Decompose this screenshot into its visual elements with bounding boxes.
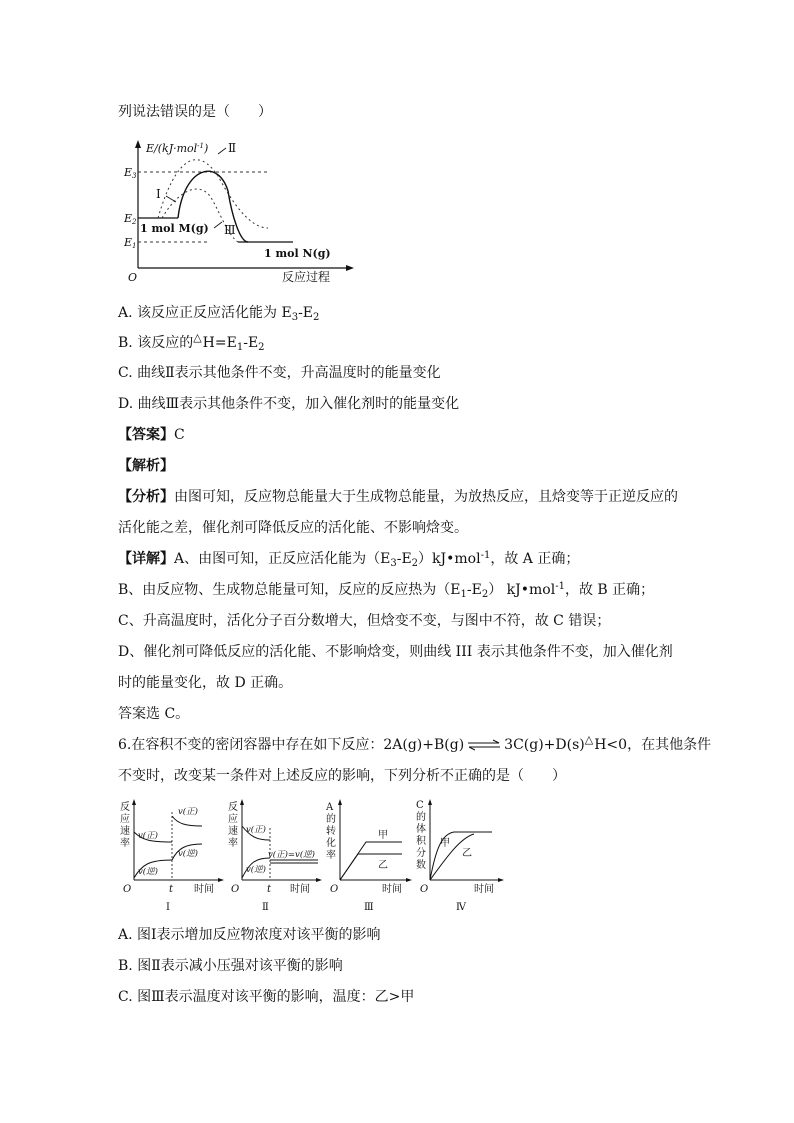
detail-c: C、升高温度时，活化分子百分数增大，但焓变不变，与图中不符，故 C 错误； xyxy=(118,613,611,629)
g3-y-label-4: 化 xyxy=(326,838,336,849)
g1-t: t xyxy=(169,884,174,895)
g3-y-label-3: 转 xyxy=(326,826,336,837)
g3-y-label-2: 的 xyxy=(326,814,336,825)
g1-y-label-2: 应 xyxy=(120,814,130,825)
g1-vni-top: v(逆) xyxy=(178,849,198,859)
g4-y-label-1: C xyxy=(416,800,424,811)
detail-b: B、由反应物、生成物总能量可知，反应的反应热为$(E_1-E_2)$ kJ•mol$^{-1}$，故 B 正确； xyxy=(118,581,655,600)
analysis-label: 【解析】 xyxy=(118,458,174,474)
curve-2-label: Ⅱ xyxy=(228,141,237,155)
curve-2-leader xyxy=(218,148,226,154)
g2-y-label-1: 反 xyxy=(228,802,238,813)
graph-4 xyxy=(416,799,504,913)
q5-option-a: A. 该反应正反应活化能为 $E_3-E_2$ xyxy=(118,305,320,323)
g2-y-label-2: 应 xyxy=(228,814,238,825)
q6-option-b: B. 图Ⅱ表示减小压强对该平衡的影响 xyxy=(118,958,343,974)
g4-y-label-2: 的 xyxy=(416,812,426,823)
e2-label: E2 xyxy=(124,212,137,226)
g3-caption: Ⅲ xyxy=(364,902,374,913)
x-axis-label: 反应过程 xyxy=(282,270,331,284)
answer-line: 【答案】C xyxy=(118,427,185,443)
g3-y-label-1: A xyxy=(326,802,334,813)
detail-d-2: 时的能量变化，故 D 正确。 xyxy=(118,675,293,691)
equilibrium-arrow-icon xyxy=(466,739,502,751)
q6-stem-2: 不变时，改变某一条件对上述反应的影响，下列分析不正确的是（ ） xyxy=(118,768,566,784)
four-graphs-figure xyxy=(116,798,508,918)
q6-option-a: A. 图Ⅰ表示增加反应物浓度对该平衡的影响 xyxy=(118,927,381,943)
g3-origin: O xyxy=(330,884,339,895)
y-axis-label: E/(kJ·mol$^{-1}$) xyxy=(146,142,209,155)
q5-option-b: B. 该反应的$^\triangle H=E_1-E_2$ xyxy=(118,331,265,353)
g4-origin: O xyxy=(420,884,429,895)
g2-y-label-3: 速 xyxy=(228,826,238,837)
g2-y-label-4: 率 xyxy=(228,838,238,849)
curve-3-label: Ⅲ xyxy=(224,223,236,237)
q6-stem-1: 6.在容积不变的密闭容器中存在如下反应：2A(g)+B(g) 3C(g)+D(s)△H<0，在其他条件 xyxy=(118,733,712,753)
graph-2 xyxy=(228,799,322,913)
g1-x-label: 时间 xyxy=(194,884,214,895)
g1-y-label-3: 速 xyxy=(120,826,130,837)
graph-1 xyxy=(120,799,224,913)
g2-origin: O xyxy=(231,884,240,895)
g4-yi: 乙 xyxy=(462,848,472,859)
x-axis-arrow xyxy=(346,265,354,271)
e3-label: E3 xyxy=(124,166,137,180)
g1-origin: O xyxy=(123,884,132,895)
g4-y-label-5: 分 xyxy=(416,848,426,859)
question-intro: 列说法错误的是（ ） xyxy=(118,104,272,120)
g4-caption: Ⅳ xyxy=(456,902,466,913)
curve-1-leader xyxy=(166,196,176,202)
e1-label: E1 xyxy=(124,236,137,250)
graph-3 xyxy=(325,799,412,913)
origin-label: O xyxy=(128,271,138,284)
detail-d-1: D、催化剂可降低反应的活化能、不影响焓变，则曲线 III 表示其他条件不变，加入催化剂 xyxy=(118,644,673,660)
g4-y-label-3: 体 xyxy=(416,824,426,835)
g1-y-label-1: 反 xyxy=(120,802,130,813)
g2-caption: Ⅱ xyxy=(262,902,269,913)
product-label: 1 mol N(g) xyxy=(264,247,331,260)
q5-option-d: D. 曲线Ⅲ表示其他条件不变，加入催化剂时的能量变化 xyxy=(118,396,460,412)
g2-x-label: 时间 xyxy=(290,884,310,895)
reactant-label: 1 mol M(g) xyxy=(140,222,209,235)
fenxi-line-2: 活化能之差，催化剂可降低反应的活化能、不影响焓变。 xyxy=(118,520,468,536)
g1-vzheng-top: v(正) xyxy=(178,807,198,817)
y-axis-arrow xyxy=(135,140,141,148)
g1-vni: v(逆) xyxy=(138,867,158,877)
g1-caption: Ⅰ xyxy=(166,902,170,913)
g3-y-label-5: 率 xyxy=(326,850,336,861)
g2-equal: v(正)=v(逆) xyxy=(268,850,315,860)
g4-x-label: 时间 xyxy=(474,884,494,895)
g2-vni: v(逆) xyxy=(246,865,266,875)
g3-yi: 乙 xyxy=(378,860,388,871)
energy-diagram xyxy=(118,136,368,286)
g2-t: t xyxy=(267,884,272,895)
g4-y-label-4: 积 xyxy=(416,836,426,847)
g2-vzheng: v(正) xyxy=(246,825,266,835)
g4-jia: 甲 xyxy=(440,838,450,849)
curve-3-leader xyxy=(214,222,222,228)
curve-1-label: Ⅰ xyxy=(156,187,161,201)
fenxi-line-1: 【分析】由图可知，反应物总能量大于生成物总能量，为放热反应，且焓变等于正逆反应的 xyxy=(118,489,678,505)
detail-a: 【详解】A、由图可知，正反应活化能为$(E_3-E_2)kJ•mol^{-1}$，故 A 正确； xyxy=(118,550,580,569)
q5-option-c: C. 曲线Ⅱ表示其他条件不变，升高温度时的能量变化 xyxy=(118,365,441,381)
g1-vzheng: v(正) xyxy=(138,831,158,841)
conclusion: 答案选 C。 xyxy=(118,706,190,722)
q6-option-c: C. 图Ⅲ表示温度对该平衡的影响，温度：乙>甲 xyxy=(118,989,415,1005)
g3-x-label: 时间 xyxy=(382,884,402,895)
g3-jia: 甲 xyxy=(378,830,388,841)
g1-y-label-4: 率 xyxy=(120,838,130,849)
g4-y-label-6: 数 xyxy=(416,860,426,871)
